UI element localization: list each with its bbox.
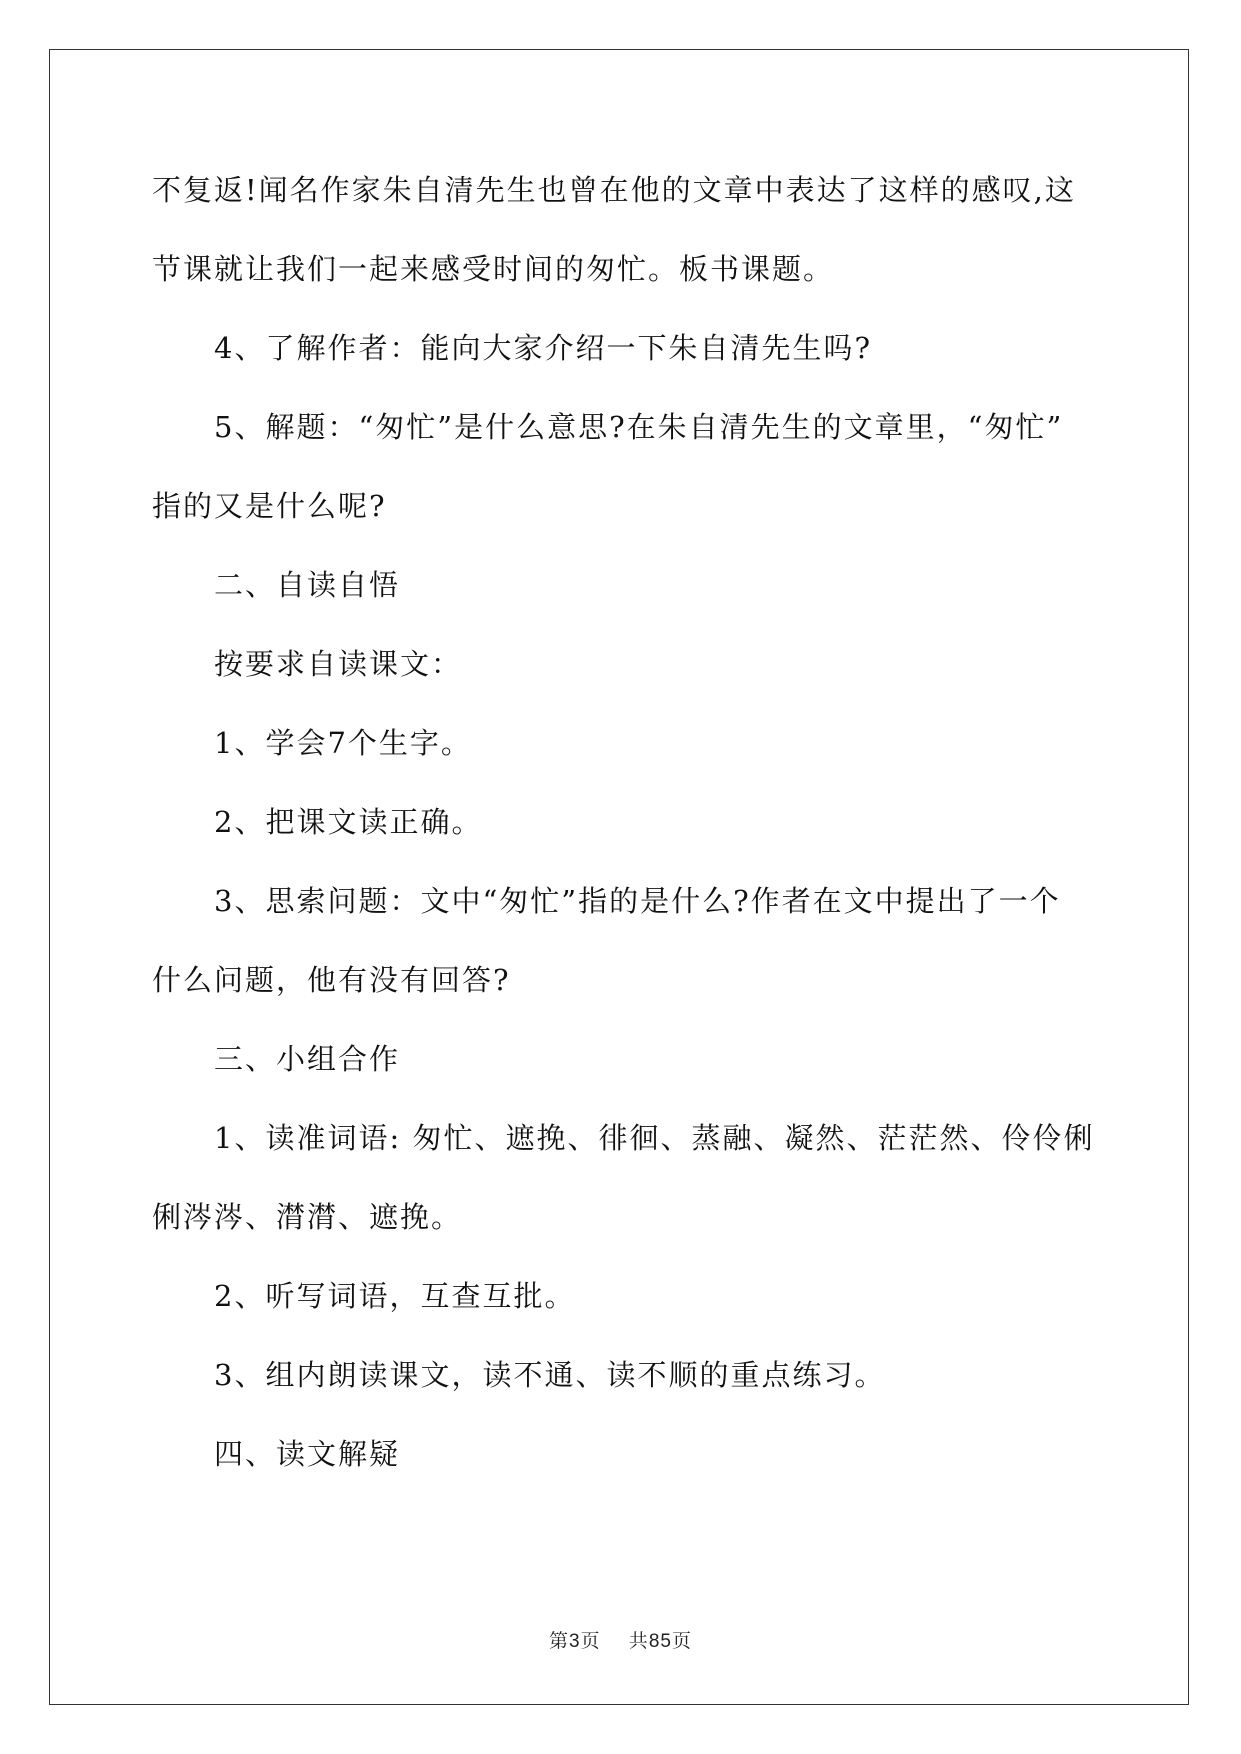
page-prefix: 第 xyxy=(549,1630,570,1652)
paragraph-line: 按要求自读课文： xyxy=(214,647,463,681)
paragraph-line: 5、解题：“匆忙”是什么意思?在朱自清先生的文章里，“匆忙” xyxy=(214,410,1064,444)
total-suffix: 页 xyxy=(671,1630,692,1652)
total-pages: 85 xyxy=(648,1631,672,1652)
paragraph-line: 3、思索问题：文中“匆忙”指的是什么?作者在文中提出了一个 xyxy=(214,884,1061,918)
page-suffix: 页 xyxy=(580,1630,601,1652)
section-heading: 三、小组合作 xyxy=(214,1042,401,1076)
paragraph-line: 什么问题，他有没有回答? xyxy=(152,963,511,997)
paragraph-line: 指的又是什么呢? xyxy=(152,489,387,523)
total-prefix: 共 xyxy=(628,1630,649,1652)
paragraph-line: 2、听写词语，互查互批。 xyxy=(214,1279,576,1313)
paragraph-line: 2、把课文读正确。 xyxy=(214,805,483,839)
section-heading: 二、自读自悟 xyxy=(214,568,401,602)
paragraph-line: 3、组内朗读课文，读不通、读不顺的重点练习。 xyxy=(214,1358,886,1392)
paragraph-line: 1、读准词语: 匆忙、遮挽、徘徊、蒸融、凝然、茫茫然、伶伶俐 xyxy=(214,1121,1095,1155)
page-number: 3 xyxy=(569,1631,581,1652)
paragraph-line: 1、学会7个生字。 xyxy=(214,726,472,760)
page-footer xyxy=(0,1626,1241,1653)
section-heading: 四、读文解疑 xyxy=(214,1437,401,1471)
paragraph-line: 俐涔涔、潸潸、遮挽。 xyxy=(152,1200,463,1234)
paragraph-line: 4、了解作者：能向大家介绍一下朱自清先生吗? xyxy=(214,331,872,365)
paragraph-line: 不复返!闻名作家朱自清先生也曾在他的文章中表达了这样的感叹,这 xyxy=(152,173,1076,207)
paragraph-line: 节课就让我们一起来感受时间的匆忙。板书课题。 xyxy=(152,252,835,286)
